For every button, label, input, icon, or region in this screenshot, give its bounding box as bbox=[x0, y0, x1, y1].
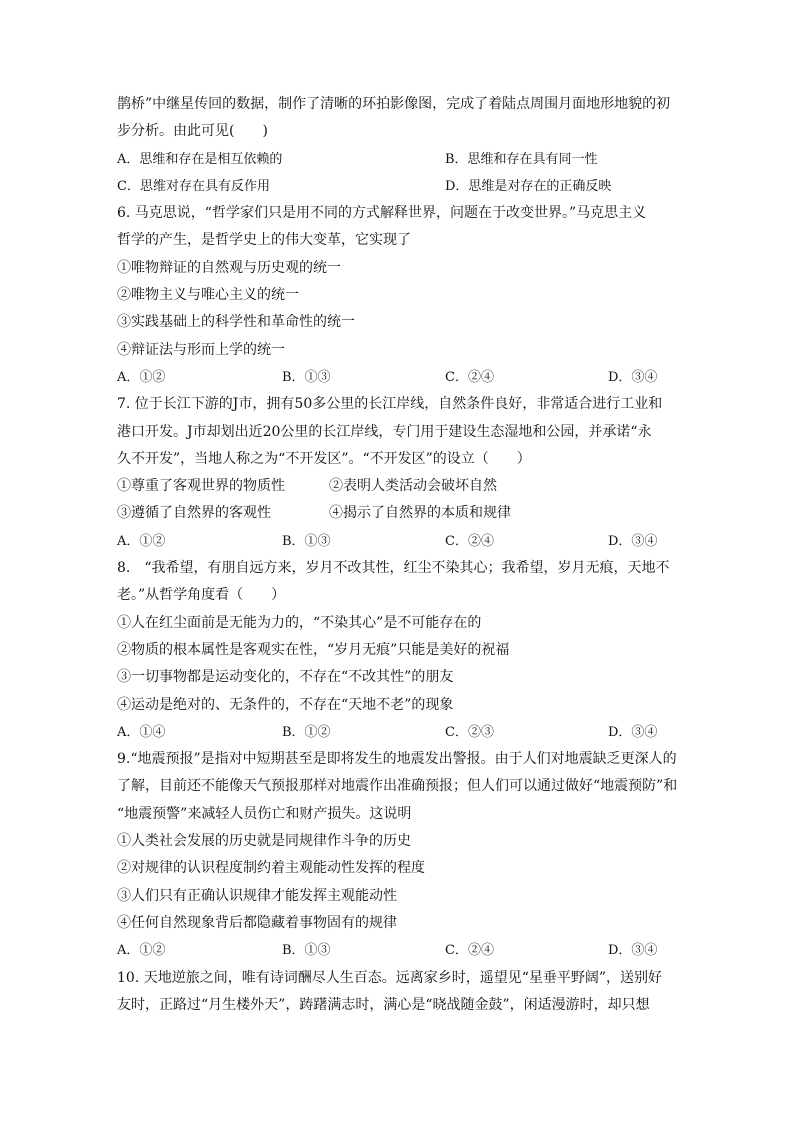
q9-options bbox=[117, 937, 682, 964]
q6-option-a: A．①② bbox=[117, 369, 166, 385]
q6-options bbox=[117, 364, 682, 391]
q7-item-2: ②表明人类活动会破坏自然 bbox=[329, 478, 497, 495]
q8-stem-line-1: 8. “我希望，有朋自远方来，岁月不改其性，红尘不染其心；我希望，岁月无痕，天地不 bbox=[117, 560, 670, 577]
q5-stem-line-1: 鹊桥”中继星传回的数据，制作了清晰的环拍影像图，完成了着陆点周围月面地形地貌的初 bbox=[117, 96, 671, 112]
q7-option-c: C．②④ bbox=[445, 533, 494, 549]
q6-item-3: ③实践基础上的科学性和革命性的统一 bbox=[117, 314, 355, 331]
q7-items-row-2 bbox=[117, 500, 682, 527]
q9-stem-line-2: 了解，目前还不能像天气预报那样对地震作出准确预报；但人们可以通过做好“地震预防”和 bbox=[117, 778, 678, 795]
q7-items-row-1 bbox=[117, 473, 682, 500]
q8-option-a: A．①④ bbox=[117, 724, 166, 740]
q8-item-3: ③一切事物都是运动变化的，不存在“不改其性”的朋友 bbox=[117, 669, 454, 686]
q6-item-4: ④辩证法与形而上学的统一 bbox=[117, 341, 285, 358]
q8-item-2: ②物质的根本属性是客观实在性，“岁月无痕”只能是美好的祝福 bbox=[117, 641, 510, 658]
q9-item-2: ②对规律的认识程度制约着主观能动性发挥的程度 bbox=[117, 860, 425, 877]
q5-option-a: A．思维和存在是相互依赖的 bbox=[117, 151, 283, 167]
q8-option-d: D．③④ bbox=[608, 724, 658, 740]
q9-stem-line-1: 9.“地震预报”是指对中短期甚至是即将发生的地震发出警报。由于人们对地震缺乏更深人的 bbox=[117, 751, 677, 768]
q9-item-1: ①人类社会发展的历史就是同规律作斗争的历史 bbox=[117, 833, 411, 850]
q7-stem-line-2: 港口开发。J市却划出近20公里的长江岸线，专门用于建设生态湿地和公园，并承诺“永 bbox=[117, 423, 652, 440]
q6-option-c: C．②④ bbox=[445, 369, 494, 385]
q6-option-b: B．①③ bbox=[282, 369, 331, 385]
q7-item-4: ④揭示了自然界的本质和规律 bbox=[329, 505, 511, 522]
q6-stem-line-1: 6. 马克思说，“哲学家们只是用不同的方式解释世界，问题在于改变世界。”马克思主义 bbox=[117, 205, 647, 222]
q6-stem-line-2: 哲学的产生，是哲学史上的伟大变革，它实现了 bbox=[117, 232, 411, 249]
q10-stem-line-1: 10. 天地逆旅之间，唯有诗词酬尽人生百态。远离家乡时，遥望见“星垂平野阔”，送别好 bbox=[117, 969, 663, 986]
q5-options-row-2 bbox=[117, 173, 682, 200]
q5-option-d: D．思维是对存在的正确反映 bbox=[445, 178, 612, 194]
q7-stem-line-1: 7. 位于长江下游的J市，拥有50多公里的长江岸线，自然条件良好，非常适合进行工业和 bbox=[117, 396, 663, 413]
q8-option-b: B．①② bbox=[282, 724, 331, 740]
exam-page bbox=[117, 91, 682, 1019]
q5-option-c: C．思维对存在具有反作用 bbox=[117, 178, 270, 194]
q8-item-1: ①人在红尘面前是无能为力的，“不染其心”是不可能存在的 bbox=[117, 614, 482, 631]
q8-options bbox=[117, 719, 682, 746]
q7-item-1: ①尊重了客观世界的物质性 bbox=[117, 478, 285, 495]
q9-item-4: ④任何自然现象背后都隐藏着事物固有的规律 bbox=[117, 914, 397, 931]
q9-stem-line-3: “地震预警”来减轻人员伤亡和财产损失。这说明 bbox=[117, 805, 412, 822]
q5-option-b: B．思维和存在具有同一性 bbox=[445, 151, 598, 167]
q10-stem-line-2: 友时，正路过“月生楼外天”，踌躇满志时，满心是“晓战随金鼓”，闲适漫游时，却只想 bbox=[117, 996, 650, 1013]
q7-option-d: D．③④ bbox=[608, 533, 658, 549]
q6-option-d: D．③④ bbox=[608, 369, 658, 385]
q5-stem-line-2: 步分析。由此可见( ) bbox=[117, 123, 268, 140]
q5-options-row-1 bbox=[117, 146, 682, 173]
q9-option-d: D．③④ bbox=[608, 943, 658, 959]
q9-option-a: A．①② bbox=[117, 943, 166, 959]
q6-item-2: ②唯物主义与唯心主义的统一 bbox=[117, 287, 299, 304]
q6-item-1: ①唯物辩证的自然观与历史观的统一 bbox=[117, 259, 341, 276]
q8-option-c: C．②③ bbox=[445, 724, 494, 740]
q8-item-4: ④运动是绝对的、无条件的，不存在“天地不老”的现象 bbox=[117, 696, 454, 713]
q9-option-b: B．①③ bbox=[282, 943, 331, 959]
q7-item-3: ③遵循了自然界的客观性 bbox=[117, 505, 271, 522]
q8-stem-line-2: 老。”从哲学角度看（ ） bbox=[117, 587, 286, 604]
q7-option-a: A．①② bbox=[117, 533, 166, 549]
q7-stem-line-3: 久不开发”，当地人称之为“不开发区”。“不开发区”的设立（ ） bbox=[117, 450, 531, 467]
q9-item-3: ③人们只有正确认识规律才能发挥主观能动性 bbox=[117, 887, 397, 904]
q7-option-b: B．①③ bbox=[282, 533, 331, 549]
q9-option-c: C．②④ bbox=[445, 943, 494, 959]
q7-options bbox=[117, 528, 682, 555]
